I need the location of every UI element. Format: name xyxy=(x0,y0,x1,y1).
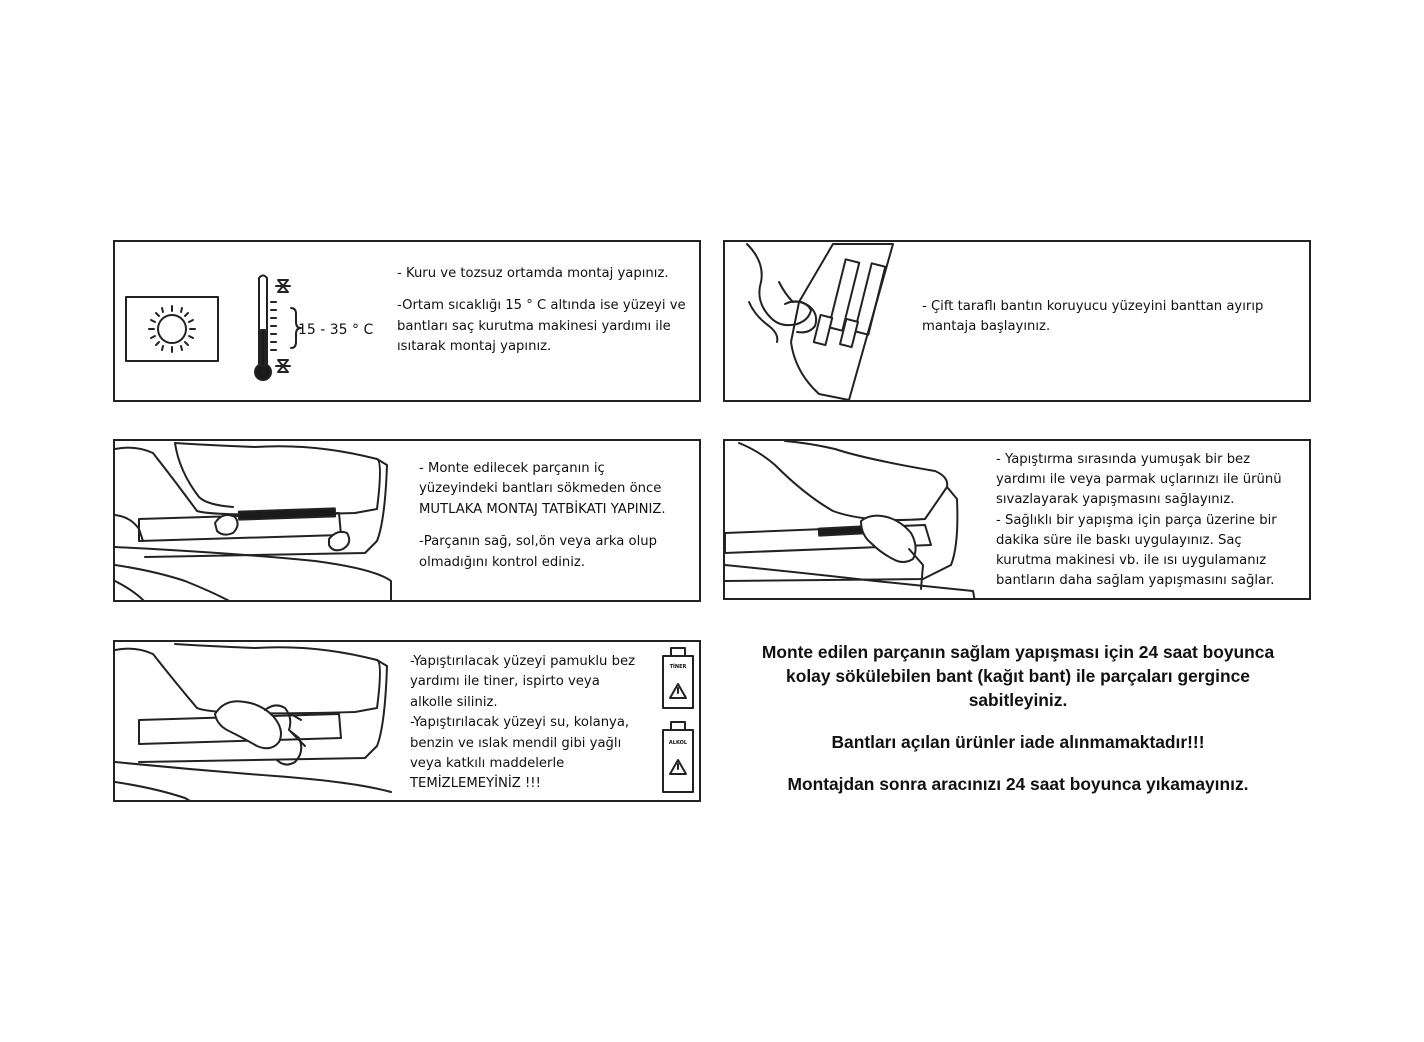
clean-text xyxy=(410,652,660,795)
alcohol-can-icon xyxy=(663,722,693,792)
thermometer-icon xyxy=(255,276,301,381)
text-line: alkolle siliniz. xyxy=(410,694,498,710)
tape-strip xyxy=(791,244,893,400)
notice-wash-warning: Montajdan sonra aracınızı 24 saat boyunca yıkamayınız. xyxy=(787,774,1249,794)
panel-environment xyxy=(113,240,701,402)
text-line: - Kuru ve tozsuz ortamda montaj yapınız. xyxy=(397,266,669,281)
text-line: bantları saç kurutma makinesi yardımı ile xyxy=(397,318,671,334)
text-line: TEMİZLEMEYİNİZ !!! xyxy=(410,776,541,792)
text-line: -Yapıştırılacak yüzeyi pamuklu bez xyxy=(410,654,636,669)
text-line: olmadığını kontrol ediniz. xyxy=(419,554,586,570)
alcohol-label: ALKOL xyxy=(668,740,688,746)
text-line: veya katkılı maddelerle xyxy=(410,756,565,772)
text-line: - Yapıştırma sırasında yumuşak bir bez xyxy=(996,452,1251,467)
text-line: yardımı ile veya parmak uçlarınızı ile ürünü xyxy=(996,472,1282,488)
notice-block xyxy=(723,640,1313,796)
text-line: - Monte edilecek parçanın iç xyxy=(419,461,605,476)
text-line: bantların daha sağlam yapışmasını sağlar. xyxy=(996,573,1275,589)
text-line: benzin ve ıslak mendil gibi yağlı xyxy=(410,735,622,751)
temperature-range: 15 - 35 ° C xyxy=(298,322,374,338)
door-panel-edge xyxy=(145,459,387,557)
finger-outline xyxy=(785,301,816,332)
press-text xyxy=(996,450,1311,591)
thinner-label: TİNER xyxy=(669,664,687,670)
notice-line: kolay sökülebilen bant (kağıt bant) ile parçaları gergince xyxy=(786,666,1250,686)
text-line: MUTLAKA MONTAJ TATBİKATI YAPINIZ. xyxy=(419,501,666,517)
notice-line: sabitleyiniz. xyxy=(968,690,1068,710)
thinner-can-icon xyxy=(663,648,693,708)
environment-text xyxy=(397,264,697,358)
text-line: -Yapıştırılacak yüzeyi su, kolanya, xyxy=(410,715,630,731)
text-line: - Çift taraflı bantın koruyucu yüzeyini banttan ayırıp xyxy=(922,299,1264,314)
test-fit-text xyxy=(419,459,699,573)
text-line: mantaja başlayınız. xyxy=(922,319,1051,335)
sun-icon xyxy=(149,306,195,352)
panel-tape-peel xyxy=(723,240,1311,402)
panel-clean xyxy=(113,640,701,802)
tape-band-left xyxy=(829,259,860,330)
clip-left xyxy=(215,515,238,535)
text-line: dakika süre ile baskı uygulayınız. Saç xyxy=(996,532,1242,548)
tape-liner-right xyxy=(840,319,858,347)
tape-peel-text xyxy=(922,297,1302,338)
tape-band-right xyxy=(855,263,886,334)
notice-warning: Bantları açılan ürünler iade alınmamaktadır!!! xyxy=(831,732,1205,752)
text-line: kurutma makinesi vb. ile ısı uygulamanız xyxy=(996,553,1267,569)
text-line: yardımı ile tiner, ispirto veya xyxy=(410,674,600,690)
text-line: -Ortam sıcaklığı 15 ° C altında ise yüzeyi ve xyxy=(397,298,686,314)
hand-icon xyxy=(861,516,916,562)
text-line: sıvazlayarak yapışmasını sağlayınız. xyxy=(996,492,1235,508)
text-line: yüzeyindeki bantları sökmeden önce xyxy=(419,481,662,497)
text-line: -Parçanın sağ, sol,ön veya arka olup xyxy=(419,534,657,550)
notice-line: Monte edilen parçanın sağlam yapışması için 24 saat boyunca xyxy=(761,642,1275,662)
panel-press xyxy=(723,439,1311,600)
adhesive-band xyxy=(239,508,335,519)
text-line: ısıtarak montaj yapınız. xyxy=(397,339,552,355)
text-line: - Sağlıklı bir yapışma için parça üzerine bir xyxy=(996,512,1277,528)
door-outline xyxy=(739,441,947,520)
panel-test-fit xyxy=(113,439,701,602)
clip-right xyxy=(329,532,349,550)
door-outline xyxy=(115,443,380,515)
